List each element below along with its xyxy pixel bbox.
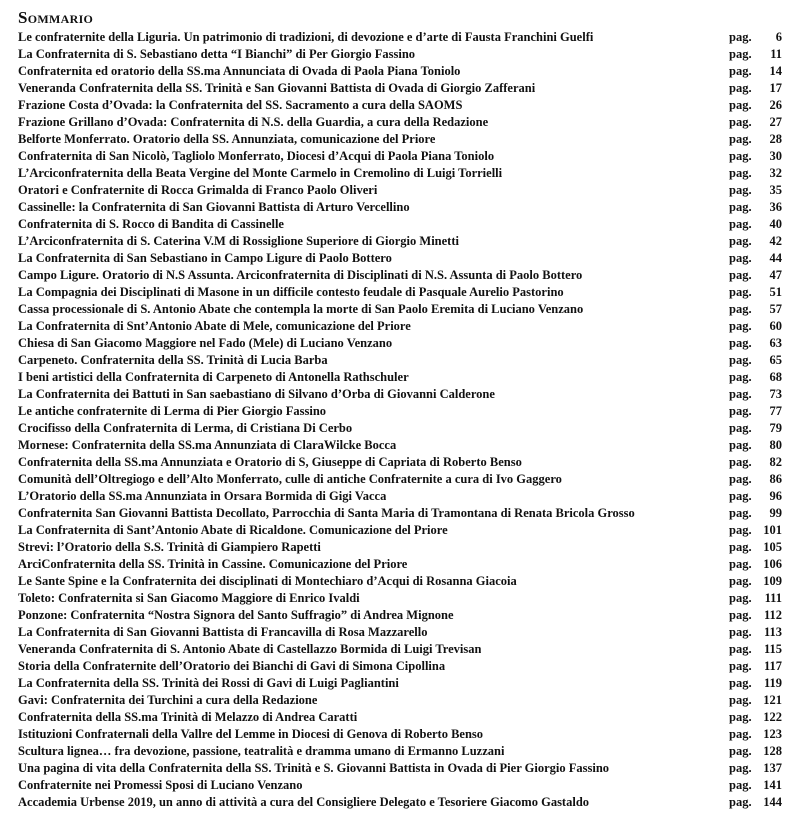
toc-page-label: pag. [729,132,752,146]
toc-page-number: 63 [769,336,782,350]
toc-page-label: pag. [729,404,752,418]
toc-entry [18,46,782,63]
toc-page-label: pag. [729,115,752,129]
toc-entry [18,692,782,709]
toc-entry-title: Mornese: Confraternita della SS.ma Annunziata di ClaraWilcke Bocca [18,438,397,452]
toc-page-label: pag. [729,523,752,537]
toc-entry [18,471,782,488]
toc-page-label: pag. [729,659,752,673]
toc-page-label: pag. [729,795,752,809]
toc-page-number: 96 [769,489,782,503]
toc-entry [18,182,782,199]
toc-page-label: pag. [729,166,752,180]
toc-entry [18,641,782,658]
toc-entry [18,522,782,539]
toc-page-label: pag. [729,183,752,197]
toc-page-label: pag. [729,693,752,707]
toc-entry [18,675,782,692]
toc-page-number: 60 [769,319,782,333]
toc-page-number: 42 [769,234,782,248]
toc-page-number: 111 [764,591,782,605]
toc-entry [18,233,782,250]
toc-page-number: 36 [769,200,782,214]
toc-entry [18,131,782,148]
toc-page-number: 128 [763,744,782,758]
toc-entry-title: Le confraternite della Liguria. Un patrimonio di tradizioni, di devozione e d’arte di Fausta Franchini Guelfi [18,30,594,44]
toc-entry-title: Toleto: Confraternita si San Giacomo Maggiore di Enrico Ivaldi [18,591,360,605]
toc-entry-title: Frazione Costa d’Ovada: la Confraternita del SS. Sacramento a cura della SAOMS [18,98,463,112]
toc-entry-title: Strevi: l’Oratorio della S.S. Trinità di Giampiero Rapetti [18,540,321,554]
toc-entry-title: Veneranda Confraternita della SS. Trinità e San Giovanni Battista di Ovada di Giorgio Zafferani [18,81,536,95]
toc-page-number: 105 [763,540,782,554]
toc-entry [18,794,782,811]
toc-entry-title: Comunità dell’Oltregiogo e dell’Alto Monferrato, culle di antiche Confraternite a cura di Ivo Gaggero [18,472,562,486]
toc-page-number: 117 [763,659,782,673]
toc-entry-title: Confraternite nei Promessi Sposi di Luciano Venzano [18,778,303,792]
toc-page-label: pag. [729,149,752,163]
toc-page-label: pag. [729,268,752,282]
toc-page-number: 47 [769,268,782,282]
toc-page-number: 106 [763,557,782,571]
toc-entry [18,590,782,607]
toc-entry [18,80,782,97]
toc-page-number: 137 [763,761,782,775]
toc-page-number: 115 [763,642,782,656]
toc-page-number: 109 [763,574,782,588]
toc-page-number: 26 [769,98,782,112]
toc-entry [18,420,782,437]
toc-entry [18,556,782,573]
toc-page-number: 51 [769,285,782,299]
toc-entry-title: Confraternita della SS.ma Trinità di Melazzo di Andrea Caratti [18,710,358,724]
toc-entry-title: Cassa processionale di S. Antonio Abate che contempla la morte di San Paolo Eremita di Luciano Venzano [18,302,584,316]
toc-entry [18,488,782,505]
toc-entry-title: L’Arciconfraternita della Beata Vergine del Monte Carmelo in Cremolino di Luigi Torrielli [18,166,503,180]
toc-page-number: 14 [769,64,782,78]
toc-page-label: pag. [729,319,752,333]
toc-entry-title: Istituzioni Confraternali della Vallre del Lemme in Diocesi di Genova di Roberto Benso [18,727,484,741]
toc-page-number: 6 [775,30,782,44]
toc-page-label: pag. [729,557,752,571]
toc-page-label: pag. [729,387,752,401]
toc-entry [18,335,782,352]
toc-page-label: pag. [729,608,752,622]
toc-page-label: pag. [729,472,752,486]
toc-entry-title: Scultura lignea… fra devozione, passione, teatralità e dramma umano di Ermanno Luzzani [18,744,505,758]
toc-entry [18,573,782,590]
toc-page-label: pag. [729,234,752,248]
toc-entry-title: Confraternita San Giovanni Battista Decollato, Parrocchia di Santa Maria di Tramontana di Renata Bricola Grosso [18,506,635,520]
toc-entry-title: Le antiche confraternite di Lerma di Pier Giorgio Fassino [18,404,327,418]
toc-page-number: 144 [763,795,782,809]
toc-page-number: 119 [763,676,782,690]
toc-page-label: pag. [729,727,752,741]
toc-page-number: 121 [763,693,782,707]
toc-page-number: 57 [769,302,782,316]
toc-entry-title: Campo Ligure. Oratorio di N.S Assunta. Arciconfraternita di Disciplinati di N.S. Assunta di Paolo Bottero [18,268,583,282]
toc-page-number: 112 [763,608,782,622]
toc-page-label: pag. [729,540,752,554]
toc-entry [18,148,782,165]
toc-page-number: 44 [769,251,782,265]
toc-page-label: pag. [729,200,752,214]
toc-page-number: 27 [769,115,782,129]
toc-entry-title: Carpeneto. Confraternita della SS. Trinità di Lucia Barba [18,353,328,367]
toc-entry [18,29,782,46]
toc-entry-title: Confraternita ed oratorio della SS.ma Annunciata di Ovada di Paola Piana Toniolo [18,64,461,78]
toc-entry-title: Le Sante Spine e la Confraternita dei disciplinati di Montechiaro d’Acqui di Rosanna Giacoia [18,574,517,588]
toc-entry [18,386,782,403]
toc-page-number: 141 [763,778,782,792]
toc-entry [18,624,782,641]
toc-entry [18,267,782,284]
toc-entry [18,658,782,675]
toc-entry-title: Veneranda Confraternita di S. Antonio Abate di Castellazzo Bormida di Luigi Trevisan [18,642,482,656]
toc-page-number: 82 [769,455,782,469]
toc-page-number: 77 [769,404,782,418]
toc-entry [18,284,782,301]
toc-page-number: 123 [763,727,782,741]
toc-page-label: pag. [729,710,752,724]
toc-entry-title: Gavi: Confraternita dei Turchini a cura della Redazione [18,693,318,707]
toc-page-label: pag. [729,285,752,299]
toc-page-number: 79 [769,421,782,435]
toc-page-label: pag. [729,591,752,605]
toc-entry-title: Ponzone: Confraternita “Nostra Signora del Santo Suffragio” di Andrea Mignone [18,608,454,622]
toc-page-number: 99 [769,506,782,520]
toc-page-label: pag. [729,251,752,265]
toc-page-label: pag. [729,506,752,520]
toc-page-label: pag. [729,489,752,503]
toc-entry-title: Una pagina di vita della Confraternita della SS. Trinità e S. Giovanni Battista in Ovada di Pier Giorgio Fassino [18,761,610,775]
toc-page-number: 73 [769,387,782,401]
toc-entry-title: La Confraternita di S. Sebastiano detta “I Bianchi” di Per Giorgio Fassino [18,47,416,61]
toc-page-label: pag. [729,30,752,44]
toc-page-number: 101 [763,523,782,537]
toc-entry [18,369,782,386]
toc-entry [18,760,782,777]
toc-entry-title: ArciConfraternita della SS. Trinità in Cassine. Comunicazione del Priore [18,557,408,571]
toc-entry [18,726,782,743]
toc-page-label: pag. [729,625,752,639]
toc-entry [18,403,782,420]
toc-entry-title: Accademia Urbense 2019, un anno di attività a cura del Consigliere Delegato e Tesoriere Giacomo Gastaldo [18,795,590,809]
toc-entry [18,539,782,556]
toc-page-label: pag. [729,455,752,469]
toc-entry [18,216,782,233]
toc-entry-title: La Confraternita dei Battuti in San saebastiano di Silvano d’Orba di Giovanni Calderone [18,387,495,401]
toc-entry [18,250,782,267]
toc-entry [18,743,782,760]
table-of-contents [18,29,782,811]
toc-page-number: 40 [769,217,782,231]
toc-entry-title: Storia della Confraternite dell’Oratorio dei Bianchi di Gavi di Simona Cipollina [18,659,446,673]
toc-entry-title: La Compagnia dei Disciplinati di Masone in un difficile contesto feudale di Pasquale Aurelio Pastorino [18,285,564,299]
toc-page-number: 30 [769,149,782,163]
toc-page-number: 17 [769,81,782,95]
toc-entry [18,505,782,522]
toc-page-label: pag. [729,336,752,350]
toc-page-label: pag. [729,64,752,78]
toc-page-label: pag. [729,217,752,231]
toc-entry [18,199,782,216]
toc-entry [18,97,782,114]
toc-page-label: pag. [729,421,752,435]
toc-entry-title: Chiesa di San Giacomo Maggiore nel Fado (Mele) di Luciano Venzano [18,336,393,350]
toc-page-number: 68 [769,370,782,384]
toc-entry-title: La Confraternita di Sant’Antonio Abate di Ricaldone. Comunicazione del Priore [18,523,448,537]
toc-page-label: pag. [729,642,752,656]
toc-entry-title: La Confraternita di San Sebastiano in Campo Ligure di Paolo Bottero [18,251,392,265]
toc-page-label: pag. [729,353,752,367]
toc-entry-title: L’Arciconfraternita di S. Caterina V.M di Rossiglione Superiore di Giorgio Minetti [18,234,459,248]
toc-page-number: 80 [769,438,782,452]
toc-entry-title: Oratori e Confraternite di Rocca Grimalda di Franco Paolo Oliveri [18,183,378,197]
toc-page-number: 65 [769,353,782,367]
toc-page-label: pag. [729,574,752,588]
toc-page-label: pag. [729,676,752,690]
toc-page-label: pag. [729,98,752,112]
toc-entry-title: Confraternita della SS.ma Annunziata e Oratorio di S, Giuseppe di Capriata di Roberto Benso [18,455,522,469]
toc-entry-title: Frazione Grillano d’Ovada: Confraternita di N.S. della Guardia, a cura della Redazione [18,115,489,129]
page-title: Sommario [18,8,94,27]
toc-page-label: pag. [729,370,752,384]
toc-entry-title: L’Oratorio della SS.ma Annunziata in Orsara Bormida di Gigi Vacca [18,489,387,503]
toc-entry [18,352,782,369]
toc-page-label: pag. [729,81,752,95]
toc-entry-title: I beni artistici della Confraternita di Carpeneto di Antonella Rathschuler [18,370,409,384]
toc-page-label: pag. [729,744,752,758]
toc-entry-title: Confraternita di San Nicolò, Tagliolo Monferrato, Diocesi d’Acqui di Paola Piana Toniolo [18,149,495,163]
toc-page-number: 32 [769,166,782,180]
toc-entry-title: La Confraternita di Snt’Antonio Abate di Mele, comunicazione del Priore [18,319,411,333]
toc-page-label: pag. [729,761,752,775]
toc-page-number: 122 [763,710,782,724]
toc-entry-title: Belforte Monferrato. Oratorio della SS. Annunziata, comunicazione del Priore [18,132,436,146]
toc-entry-title: La Confraternita di San Giovanni Battista di Francavilla di Rosa Mazzarello [18,625,428,639]
toc-entry [18,709,782,726]
toc-entry [18,777,782,794]
toc-entry [18,301,782,318]
toc-entry [18,437,782,454]
toc-entry-title: Confraternita di S. Rocco di Bandita di Cassinelle [18,217,284,231]
toc-page-label: pag. [729,47,752,61]
toc-entry [18,114,782,131]
toc-entry-title: Cassinelle: la Confraternita di San Giovanni Battista di Arturo Vercellino [18,200,410,214]
toc-page-label: pag. [729,302,752,316]
toc-entry [18,318,782,335]
toc-page-number: 86 [769,472,782,486]
toc-entry [18,63,782,80]
toc-page-number: 35 [769,183,782,197]
toc-page-number: 113 [763,625,782,639]
toc-page-number: 28 [769,132,782,146]
toc-entry-title: La Confraternita della SS. Trinità dei Rossi di Gavi di Luigi Pagliantini [18,676,399,690]
toc-page-label: pag. [729,778,752,792]
toc-page-number: 11 [770,47,782,61]
toc-entry-title: Crocifisso della Confraternita di Lerma, di Cristiana Di Cerbo [18,421,353,435]
toc-entry [18,165,782,182]
toc-page-label: pag. [729,438,752,452]
toc-entry [18,607,782,624]
toc-entry [18,454,782,471]
